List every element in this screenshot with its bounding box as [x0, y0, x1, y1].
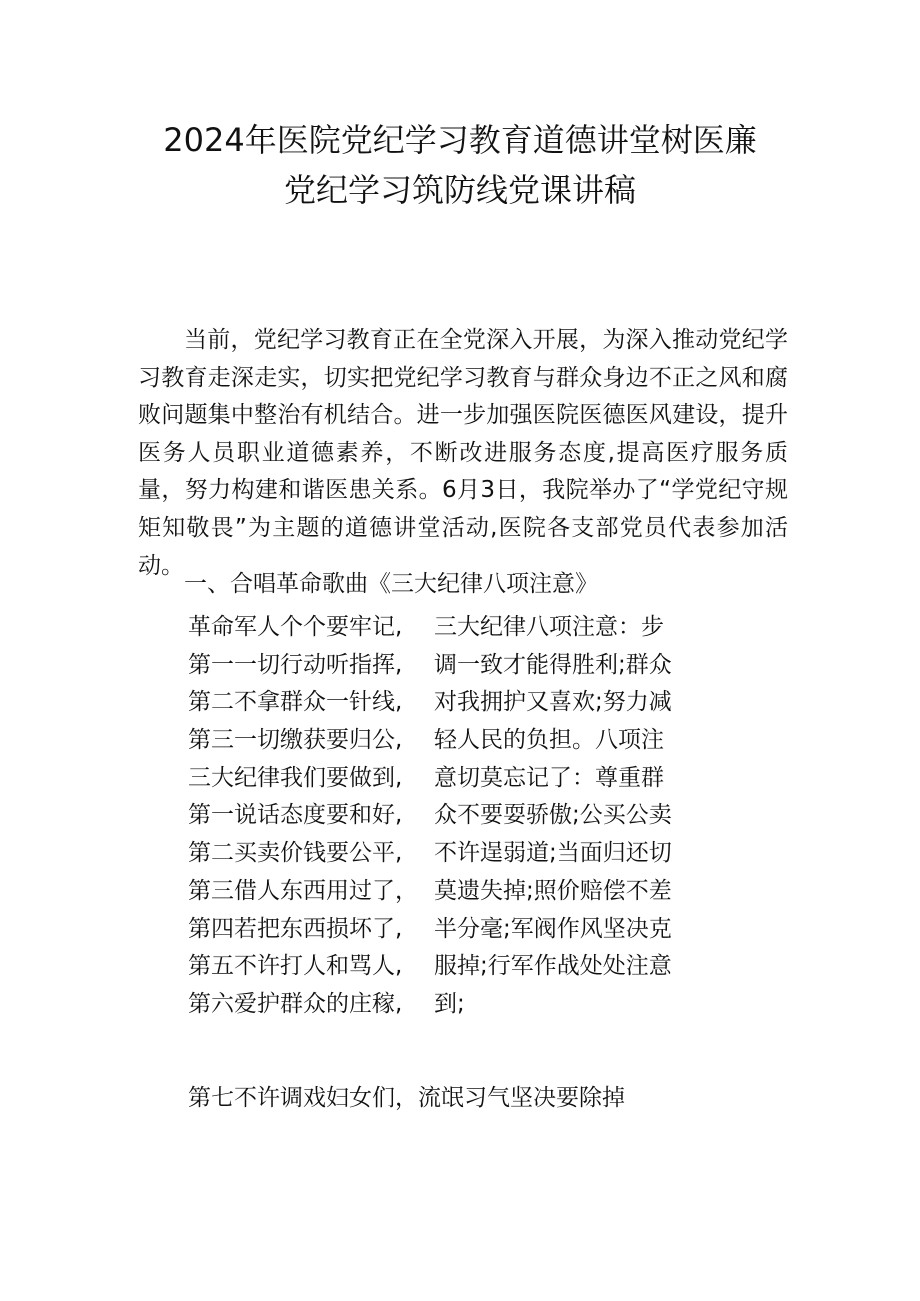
lyric-line: 对我拥护又喜欢;努力减 — [434, 689, 672, 716]
document-title-line-1: 2024年医院党纪学习教育道德讲堂树医廉 — [163, 121, 757, 159]
lyric-line: 第二买卖价钱要公平, — [188, 840, 403, 867]
lyrics-left-column — [188, 609, 428, 1024]
lyric-line: 意切莫忘记了：尊重群 — [434, 764, 664, 791]
lyric-line: 半分毫;军阀作风坚决克 — [434, 915, 672, 942]
lyric-line: 第三借人东西用过了， — [188, 877, 418, 904]
lyric-line: 调一致才能得胜利;群众 — [434, 651, 672, 678]
lyric-line: 服掉;行军作战处处注意 — [434, 953, 672, 980]
lyric-line: 第三一切缴获要归公, — [188, 727, 403, 754]
document-title-line-2: 党纪学习筑防线党课讲稿 — [283, 171, 636, 209]
lyric-line: 轻人民的负担。八项注 — [434, 727, 664, 754]
lyric-line: 第一说话态度要和好, — [188, 802, 403, 829]
lyric-line: 不许逞弱道;当面归还切 — [434, 840, 672, 867]
lyrics-right-column — [434, 609, 694, 1024]
lyric-line: 莫遗失掉;照价赔偿不差 — [434, 877, 672, 904]
lyric-line: 第六爱护群众的庄稼, — [188, 990, 403, 1017]
lyric-line: 第四若把东西损坏了, — [188, 915, 403, 942]
lyric-line: 三大纪律我们要做到, — [188, 764, 403, 791]
lyric-line: 第一一切行动听指挥, — [188, 651, 403, 678]
lyric-line: 到; — [434, 990, 465, 1017]
lyric-line: 革命军人个个要牢记, — [188, 614, 403, 640]
lyric-line: 三大纪律八项注意：步 — [434, 614, 664, 640]
lyric-line: 众不要耍骄傲;公买公卖 — [434, 802, 672, 829]
lyrics-last-line: 第七不许调戏妇女们，流氓习气坚决要除掉 — [188, 1085, 625, 1111]
section-heading: 一、合唱革命歌曲《三大纪律八项注意》 — [184, 571, 598, 597]
lyric-line: 第二不拿群众一针线, — [188, 689, 403, 716]
lyric-line: 第五不许打人和骂人, — [188, 953, 403, 980]
intro-paragraph: 当前，党纪学习教育正在全党深入开展，为深入推动党纪学习教育走深走实，切实把党纪学习教育与群众身边不正之风和腐败问题集中整治有机结合。进一步加强医院医德医风建设，提升医务人员职业道德素养，不断改进服务态度,提高医疗服务质量，努力构建和谐医患关系。6月3日，我院举办了“学党纪守规矩知敬畏”为主题的道德讲堂活动,医院各支部党员代表参加活动。 — [138, 327, 788, 579]
